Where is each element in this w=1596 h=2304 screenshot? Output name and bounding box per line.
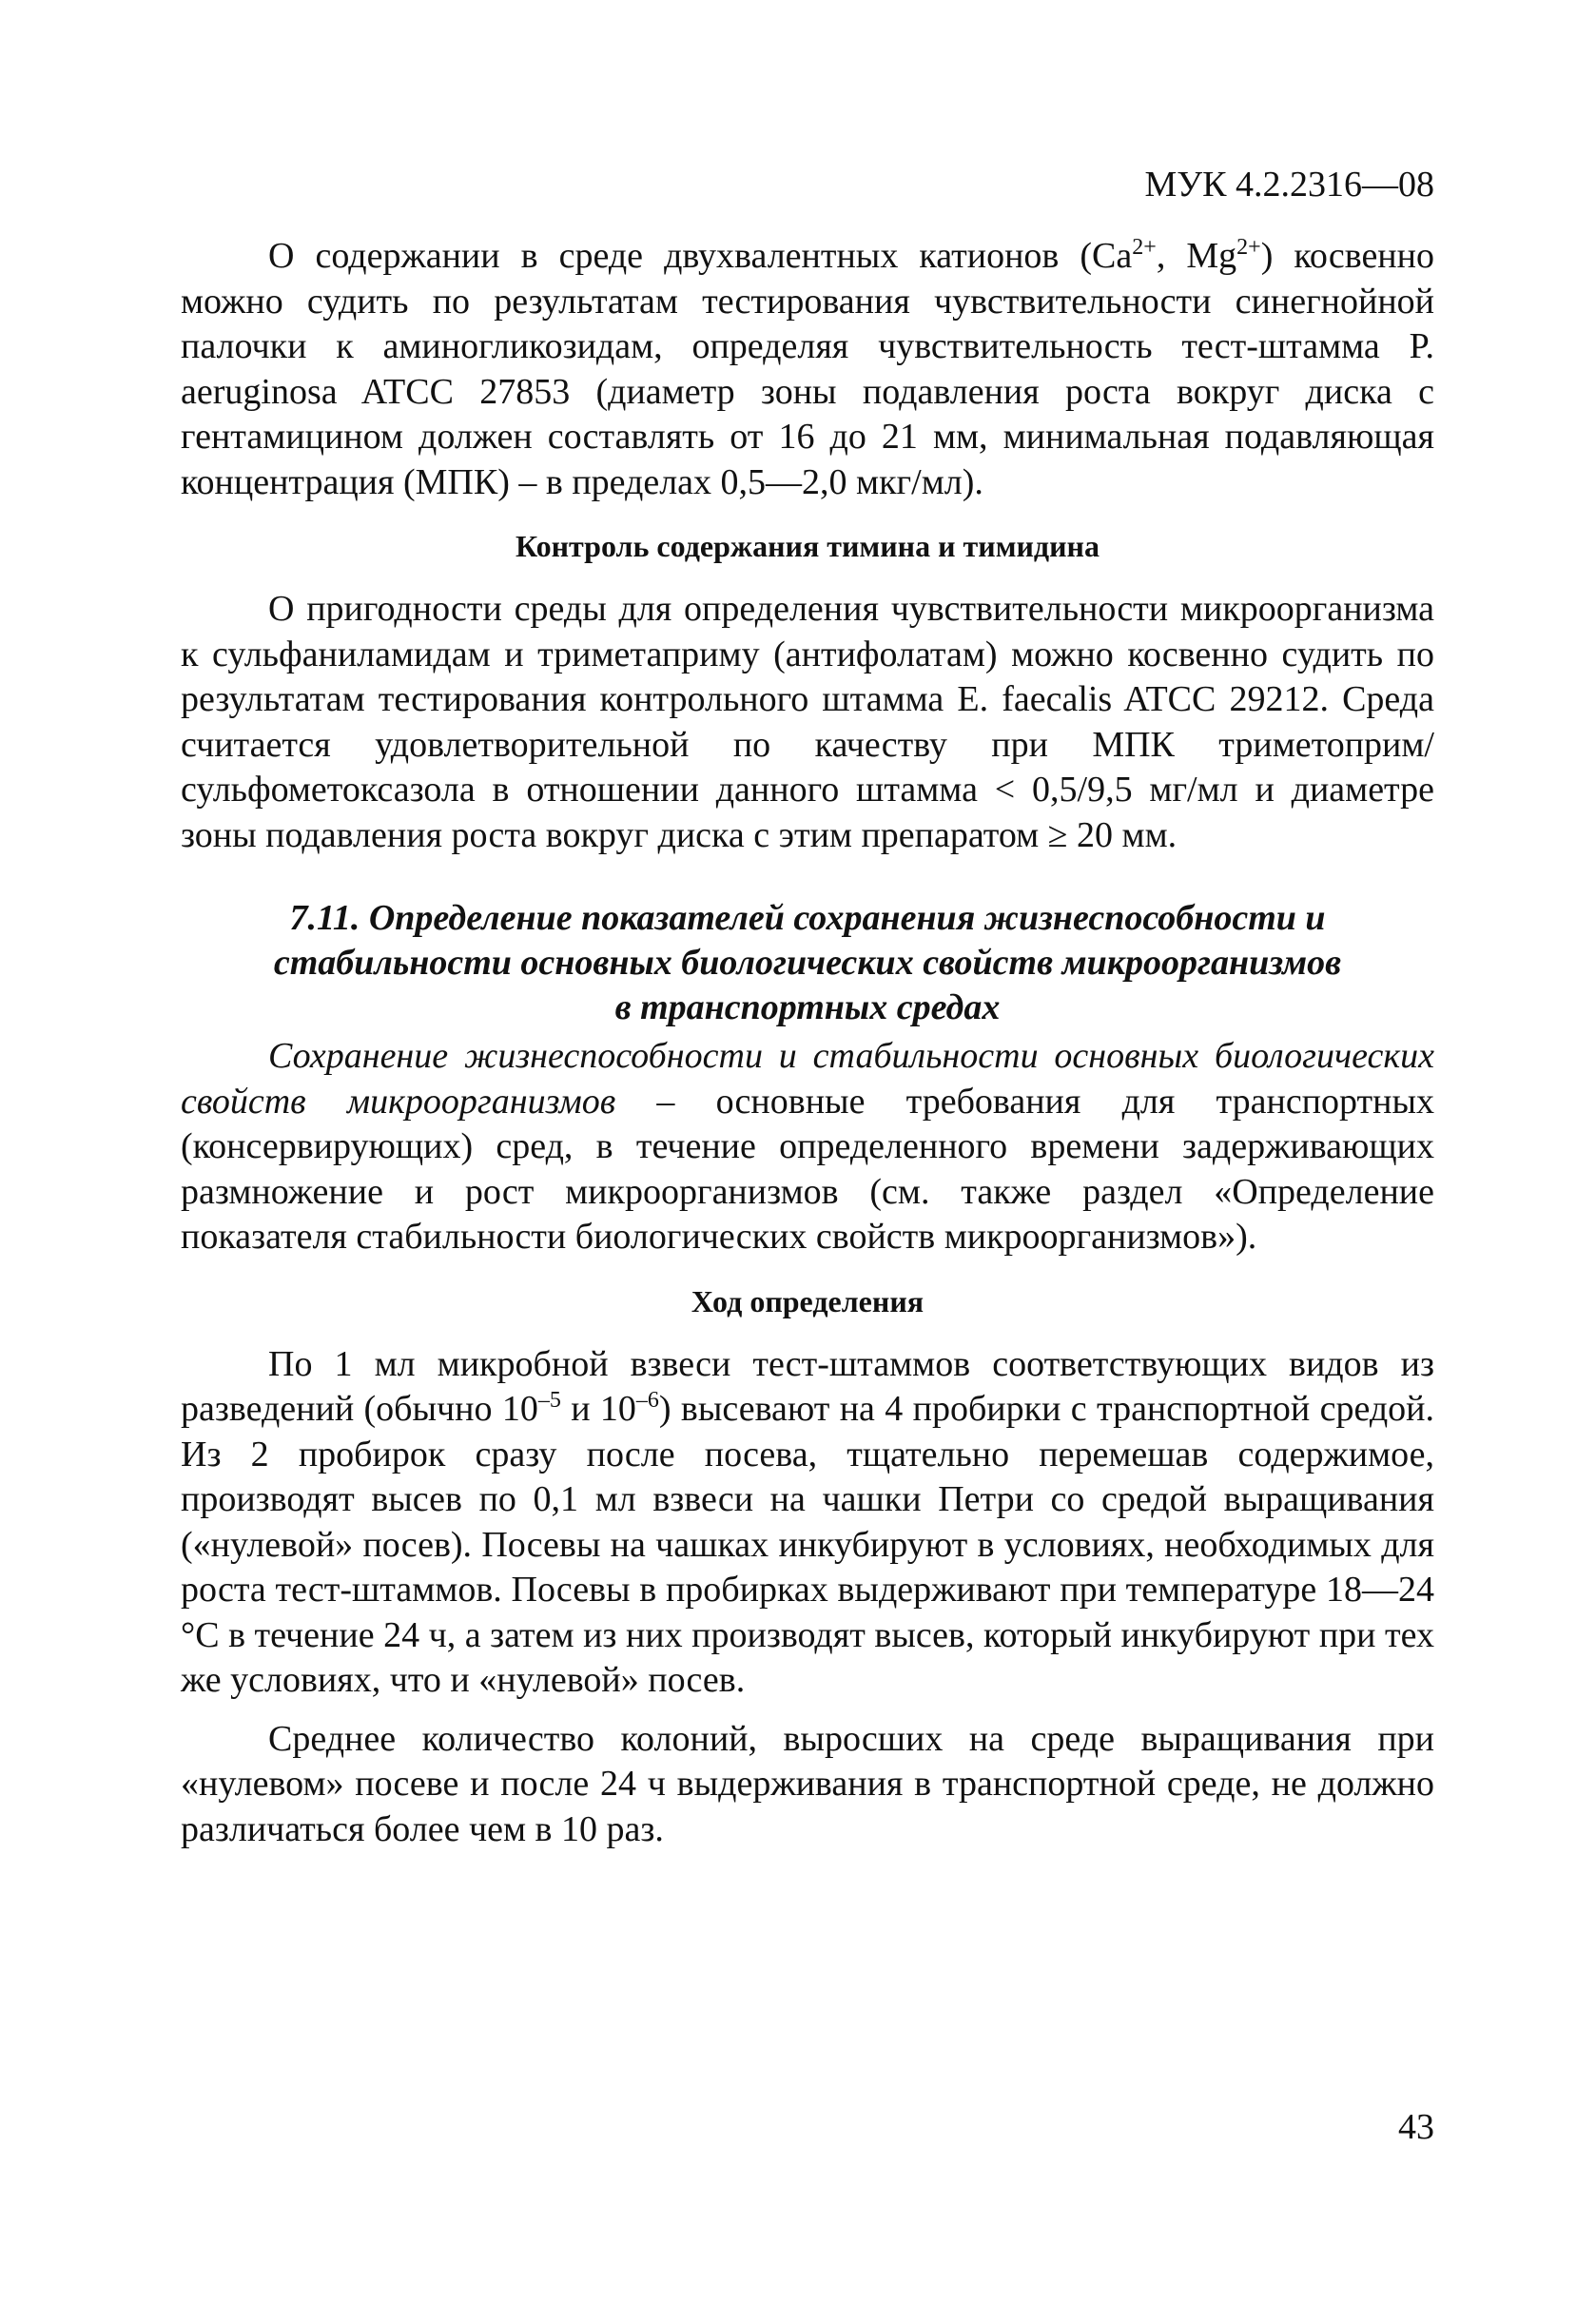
text-segment: , Mg (1156, 236, 1237, 276)
section-heading-line: в транспортных средах (614, 987, 1001, 1027)
paragraph-cations (181, 234, 1434, 505)
page-number: 43 (1398, 2107, 1434, 2147)
text-segment: и 10 (560, 1389, 636, 1429)
text-segment: По 1 мл микробной взвеси тест-штаммов соответствующих видов из разведений (обычно 10 (181, 1343, 1434, 1429)
superscript: 2+ (1236, 235, 1261, 260)
heading-procedure: Ход определения (691, 1283, 925, 1318)
defined-term: Сохранение жизнеспособности и стабильности основных биологических свойств микроорганизмов (181, 1036, 1434, 1122)
superscript: –5 (537, 1388, 561, 1413)
superscript: –6 (635, 1388, 659, 1413)
text-segment: ) косвенно можно судить по результатам тестирования чувствительности синегнойной палочки к аминогликозидам, определяя чувствительность тест-штамма P. aeruginosa ATCC 27853 (диаметр зоны подавления роста вокруг диска с гентамицином должен составлять от 16 до 21 мм, минимальная подавляющая концентрация (МПК) – в пределах 0,5—2,0 мкг/мл). (181, 236, 1434, 502)
document-page (181, 162, 1434, 1852)
paragraph-procedure (181, 1342, 1434, 1704)
paragraph-colony-count: Среднее количество колоний, выросших на среде выращивания при «нулевом» посеве и после 24 ч выдерживания в транспортной среде, не должно различаться более чем в 10 раз. (181, 1718, 1434, 1849)
paragraph-viability-definition (181, 1034, 1434, 1260)
spacer (181, 1704, 1434, 1717)
text-segment: ) высевают на 4 пробирки с транспортной средой. Из 2 пробирок сразу после посева, тщательно перемешав содержимое, производят высев по 0,1 мл взвеси на чашки Петри со средой выращивания («нулевой» посев). Посевы на чашках инкубируют в условиях, необходимых для роста тест-штаммов. Посевы в пробирках выдерживают при температуре 18—24 °С в течение 24 ч, а затем из них производят высев, который инкубируют при тех же условиях, что и «нулевой» посев. (181, 1389, 1434, 1700)
text-segment: О содержании в среде двухвалентных катионов (Ca (268, 236, 1133, 276)
section-heading-line: стабильности основных биологических свойств микроорганизмов (273, 943, 1342, 983)
superscript: 2+ (1132, 235, 1157, 260)
text-segment: – основные требования для транспортных (консервирующих) сред, в течение определенного времени задерживающих размножение и рост микроорганизмов (см. также раздел «Определение показателя стабильности биологических свойств микроорганизмов»). (181, 1081, 1434, 1257)
paragraph-thymine: О пригодности среды для определения чувствительности микроорганизма к сульфаниламидам и триметаприму (антифолатам) можно косвенно судить по результатам тестирования контрольного штамма E. faecalis ATCC 29212. Среда считается удовлетворительной по качеству при МПК триметоприм/сульфометоксазола в отношении данного штамма < 0,5/9,5 мг/мл и диаметре зоны подавления роста вокруг диска с этим препаратом ≥ 20 мм. (181, 589, 1434, 855)
section-heading-7-11 (181, 896, 1434, 1030)
document-code: МУК 4.2.2316—08 (1144, 165, 1434, 205)
section-heading-line: 7.11. Определение показателей сохранения жизнеспособности и (289, 898, 1326, 938)
heading-thymine-control: Контроль содержания тимина и тимидина (516, 529, 1100, 563)
